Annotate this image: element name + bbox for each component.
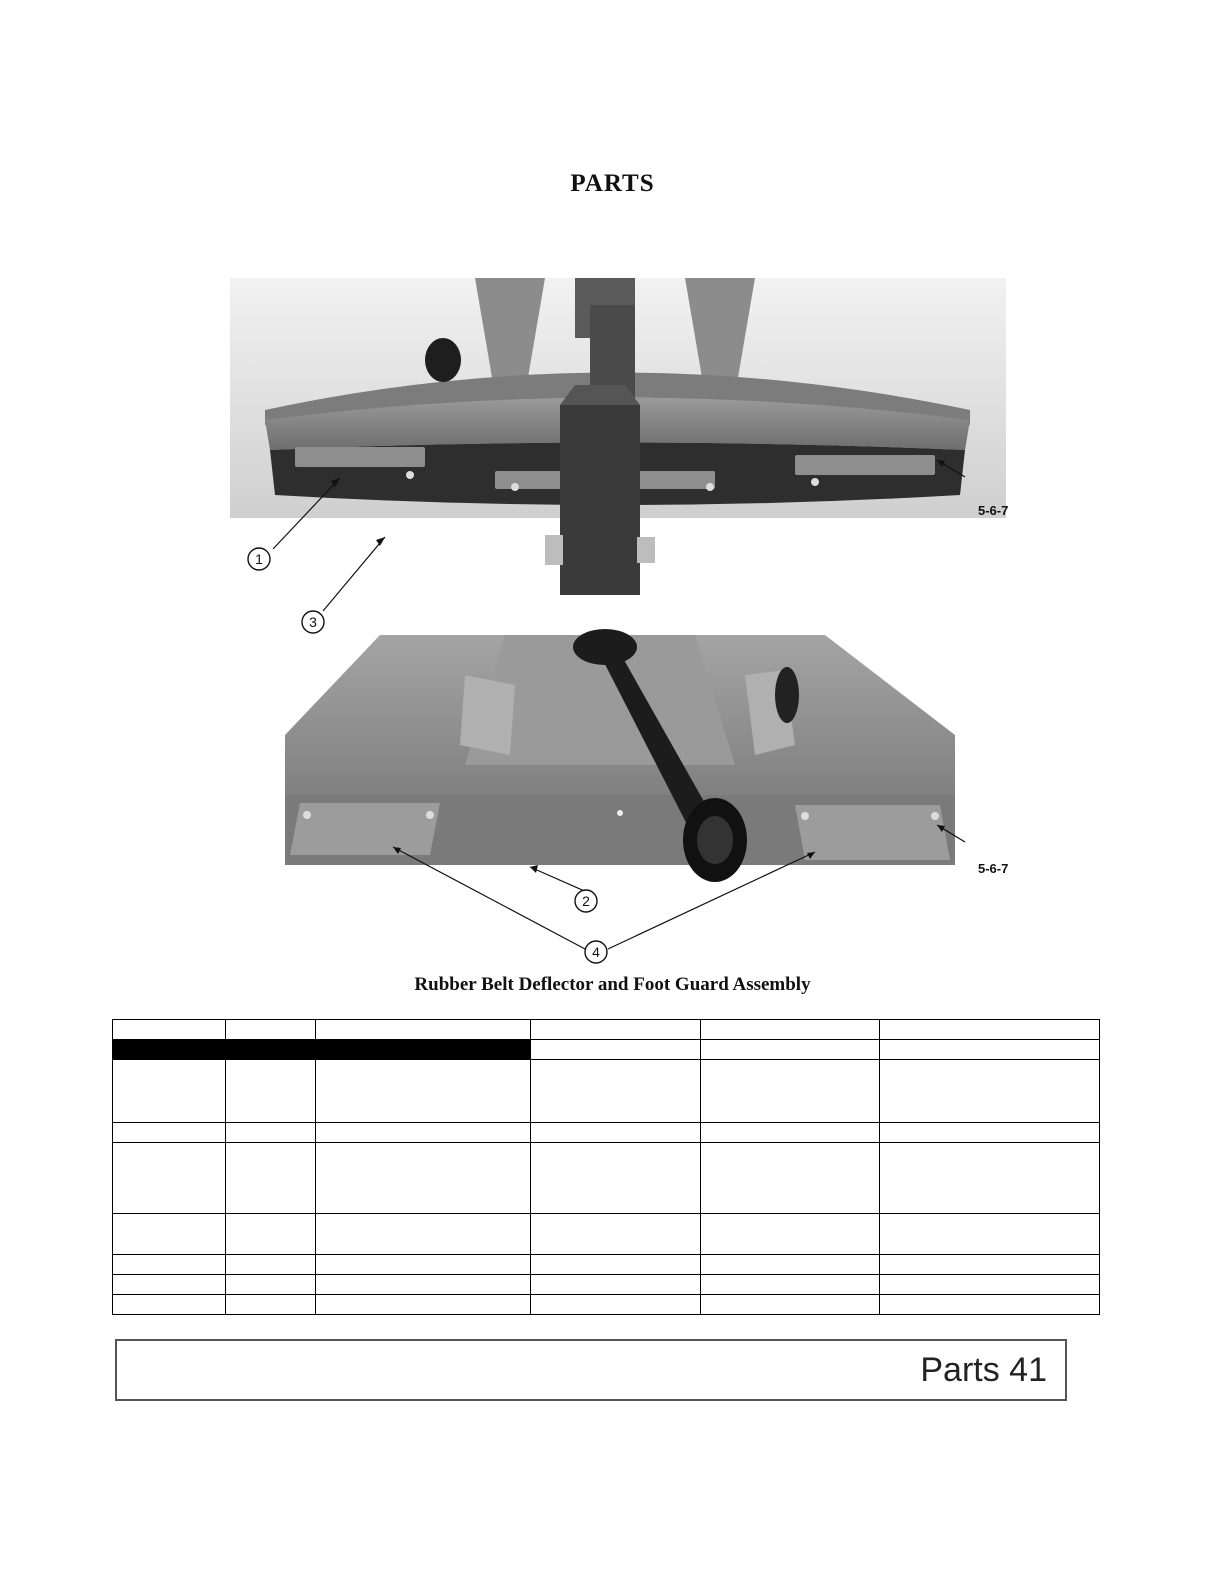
page-title: PARTS xyxy=(570,170,655,197)
table-row xyxy=(113,1295,1100,1315)
callout-1 xyxy=(248,548,270,570)
bottom-photo xyxy=(285,629,955,882)
parts-table xyxy=(112,1019,1100,1315)
mower-photo-illustration xyxy=(225,275,1015,975)
hardware-callout-bottom: 5-6-7 xyxy=(978,861,1009,876)
top-photo xyxy=(230,278,1009,595)
callout-2-label: 2 xyxy=(582,893,590,909)
table-row xyxy=(113,1255,1100,1275)
table-row xyxy=(113,1040,1100,1060)
table-row xyxy=(113,1020,1100,1040)
callout-3-label: 3 xyxy=(309,614,317,630)
table-row xyxy=(113,1123,1100,1143)
table-row xyxy=(113,1143,1100,1214)
page-footer xyxy=(115,1339,1067,1401)
table-row xyxy=(113,1275,1100,1295)
callout-4 xyxy=(585,941,607,963)
callout-1-label: 1 xyxy=(255,551,263,567)
callout-3 xyxy=(302,611,324,633)
callout-2 xyxy=(575,890,597,912)
table-row xyxy=(113,1214,1100,1255)
figure-caption: Rubber Belt Deflector and Foot Guard Assembly xyxy=(414,974,811,995)
table-row xyxy=(113,1060,1100,1123)
callout-4-label: 4 xyxy=(592,944,600,960)
hardware-callout-top: 5-6-7 xyxy=(978,503,1009,518)
page-number: Parts 41 xyxy=(920,1351,1047,1389)
parts-diagram xyxy=(225,275,1015,975)
